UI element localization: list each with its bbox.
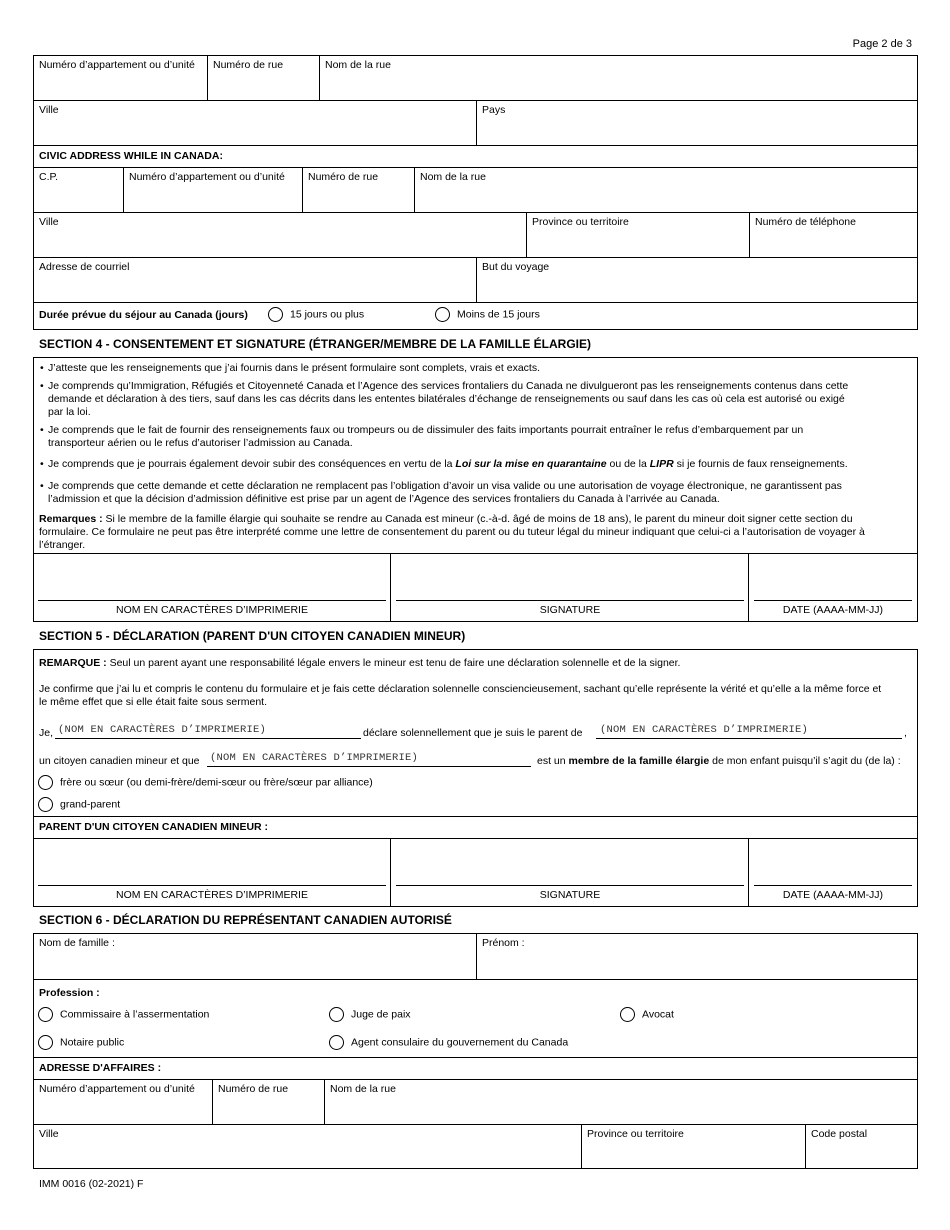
civic-province-label: Province ou territoire [532,216,629,228]
firstname-label: Prénom : [482,937,525,949]
business-street-number-label: Numéro de rue [218,1083,289,1095]
section4-date-label: DATE (AAAA-MM-JJ) [782,604,884,616]
civic-phone-label: Numéro de téléphone [755,216,856,228]
section6-box [33,933,918,1169]
duration-less15-label: Moins de 15 jours [457,308,540,321]
civic-apt-label: Numéro d’appartement ou d’unité [129,171,285,183]
parent-heading: PARENT D'UN CITOYEN CANADIEN MINEUR : [39,821,269,833]
civic-street-name-label: Nom de la rue [420,171,486,183]
business-apt-label: Numéro d’appartement ou d’unité [39,1083,195,1095]
section4-signature-label: SIGNATURE [539,604,601,616]
option-consular-label: Agent consulaire du gouvernement du Canada [351,1036,569,1049]
option-consular[interactable] [329,1035,568,1050]
apt-label: Numéro d’appartement ou d’unité [39,59,195,71]
section5-name-field[interactable] [34,839,390,883]
purpose-field[interactable] [477,258,917,302]
option-grandparent-label: grand-parent [60,798,121,811]
duration-less15-option[interactable] [435,307,540,322]
lastname-label: Nom de famille : [39,937,115,949]
business-city-field[interactable] [34,1125,581,1168]
civic-province-field[interactable] [527,213,749,257]
civic-city-label: Ville [39,216,59,228]
section5-je: Je, [39,727,54,739]
street-name-label: Nom de la rue [325,59,391,71]
street-number-label: Numéro de rue [213,59,284,71]
section6-title: SECTION 6 - DÉCLARATION DU REPRÉSENTANT CANADIEN AUTORISÉ [39,913,452,927]
duration-label: Durée prévue du séjour au Canada (jours) [39,309,248,321]
section5-declare: déclare solennellement que je suis le parent de [363,727,583,739]
business-province-label: Province ou territoire [587,1128,684,1140]
radio-commissioner[interactable] [38,1007,53,1022]
section4-title: SECTION 4 - CONSENTEMENT ET SIGNATURE (ÉTRANGER/MEMBRE DE LA FAMILLE ÉLARGIE) [39,337,592,351]
page-number: Page 2 de 3 [852,38,912,50]
option-commissioner-label: Commissaire à l’assermentation [60,1008,210,1021]
section4-remark: Remarques : Si le membre de la famille élargie qui souhaite se rendre au Canada est mineur (c.-à-d. âgé de moins de 18 ans), le parent du mineur doit signer cette section du formulaire. Ce formulaire ne peut pas être interprété comme une lettre de consentement du parent ou du tuteur légal du mineur indiquant que celui-ci a l’autorisation de voyager à l’étranger. [39,513,865,551]
firstname-field[interactable] [477,934,917,979]
section5-remark: REMARQUE : Seul un parent ayant une responsabilité légale envers le mineur est tenu de faire une déclaration solennelle et de la signer. [39,657,681,669]
profession-label: Profession : [39,987,100,999]
business-street-number-field[interactable] [213,1080,324,1124]
section5-minor-pre: un citoyen canadien mineur et que [39,755,200,767]
radio-consular[interactable] [329,1035,344,1050]
section5-member-text: est un membre de la famille élargie de mon enfant puisqu’il s’agit du (de la) : [537,755,901,767]
lastname-field[interactable] [34,934,476,979]
city-field[interactable] [34,101,476,145]
duration-15plus-label: 15 jours ou plus [290,308,365,321]
civic-phone-field[interactable] [750,213,917,257]
section5-signature-label: SIGNATURE [539,889,601,901]
business-street-name-label: Nom de la rue [330,1083,396,1095]
duration-15plus-option[interactable] [268,307,364,322]
business-postal-field[interactable] [806,1125,917,1168]
option-lawyer[interactable] [620,1007,674,1022]
section4-date-field[interactable] [749,554,917,598]
po-field[interactable] [34,168,123,212]
radio-sibling[interactable] [38,775,53,790]
civic-street-number-field[interactable] [303,168,414,212]
country-label: Pays [482,104,506,116]
civic-address-heading: CIVIC ADDRESS WHILE IN CANADA: [39,150,223,162]
business-postal-label: Code postal [811,1128,868,1140]
section5-date-label: DATE (AAAA-MM-JJ) [782,889,884,901]
option-commissioner[interactable] [38,1007,209,1022]
email-label: Adresse de courriel [39,261,130,273]
minor-name-placeholder: (NOM EN CARACTÈRES D’IMPRIMERIE) [600,724,809,736]
section4-bullet-5: • Je comprends que cette demande et cette déclaration ne remplacent pas l’obligation d’avoir un visa valide ou une autorisation de voyage électronique, ne garantissent pas l’admission et que la décision d’admission définitive est prise par un agent de l’Agence des services frontaliers du Canada à l’arrivée au Canada. [40,480,842,505]
business-street-name-field[interactable] [325,1080,917,1124]
address-abroad-block [33,55,918,146]
option-judge-label: Juge de paix [351,1008,411,1021]
section5-comma: , [904,727,907,739]
civic-address-block [33,145,918,330]
option-sibling-label: frère ou sœur (ou demi-frère/demi-sœur ou frère/sœur par alliance) [60,776,373,789]
purpose-label: But du voyage [482,261,550,273]
apt-field[interactable] [34,56,207,100]
business-province-field[interactable] [582,1125,805,1168]
radio-less15[interactable] [435,307,450,322]
section5-title: SECTION 5 - DÉCLARATION (PARENT D'UN CITOYEN CANADIEN MINEUR) [39,629,466,643]
street-number-field[interactable] [208,56,319,100]
section4-signature-field[interactable] [391,554,748,598]
option-sibling[interactable] [38,775,373,790]
duration-row [34,303,917,330]
business-apt-field[interactable] [34,1080,212,1124]
civic-street-number-label: Numéro de rue [308,171,379,183]
business-city-label: Ville [39,1128,59,1140]
parent-name-placeholder: (NOM EN CARACTÈRES D’IMPRIMERIE) [58,724,267,736]
country-field[interactable] [477,101,917,145]
section4-name-field[interactable] [34,554,390,598]
radio-15plus[interactable] [268,307,283,322]
option-judge[interactable] [329,1007,411,1022]
section5-confirm: Je confirme que j’ai lu et compris le contenu du formulaire et je fais cette déclaration solennelle consciencieusement, sachant qu’elle représente la vérité et qu’elle a la même force et le même effet que si elle était faite sous serment. [39,683,882,708]
radio-judge[interactable] [329,1007,344,1022]
section4-bullet-3: • Je comprends que le fait de fournir des renseignements faux ou trompeurs ou de dissimuler des faits importants pourrait entraîner le refus d’embarquement par un transporteur aérien ou le refus d’autoriser l’admission au Canada. [40,424,804,449]
section4-name-label: NOM EN CARACTÈRES D’IMPRIMERIE [116,604,308,616]
section4-bullet-2: • Je comprends qu’Immigration, Réfugiés et Citoyenneté Canada et l’Agence des services frontaliers du Canada ne divulgueront pas les renseignements contenus dans cette demande et déclaration à des tiers, sauf dans les cas décrits dans les ententes bilatérales d’échange de renseignements ou sauf dans les cas où cela est autorisé ou exigé par la loi. [40,380,849,418]
section4-bullet-1: • J’atteste que les renseignements que j’ai fournis dans le présent formulaire sont complets, vrais et exacts. [40,362,540,374]
radio-notary[interactable] [38,1035,53,1050]
po-label: C.P. [39,171,59,183]
relative-name-placeholder: (NOM EN CARACTÈRES D’IMPRIMERIE) [210,752,419,764]
option-notary-label: Notaire public [60,1036,125,1049]
option-grandparent[interactable] [38,797,120,812]
section5-date-field[interactable] [749,839,917,883]
section5-signature-field[interactable] [391,839,748,883]
option-notary[interactable] [38,1035,124,1050]
form-code: IMM 0016 (02-2021) F [39,1178,144,1190]
civic-city-field[interactable] [34,213,526,257]
city-label: Ville [39,104,59,116]
email-field[interactable] [34,258,476,302]
street-name-field[interactable] [320,56,917,100]
option-lawyer-label: Avocat [642,1008,674,1021]
civic-street-name-field[interactable] [415,168,915,212]
business-address-heading: ADRESSE D'AFFAIRES : [39,1062,162,1074]
section5-name-label: NOM EN CARACTÈRES D’IMPRIMERIE [116,889,308,901]
radio-lawyer[interactable] [620,1007,635,1022]
section4-bullet-4: • Je comprends que je pourrais également devoir subir des conséquences en vertu de la Loi sur la mise en quarantaine ou de la LIPR si je fournis de faux renseignements. [40,458,848,470]
civic-apt-field[interactable] [124,168,302,212]
radio-grandparent[interactable] [38,797,53,812]
